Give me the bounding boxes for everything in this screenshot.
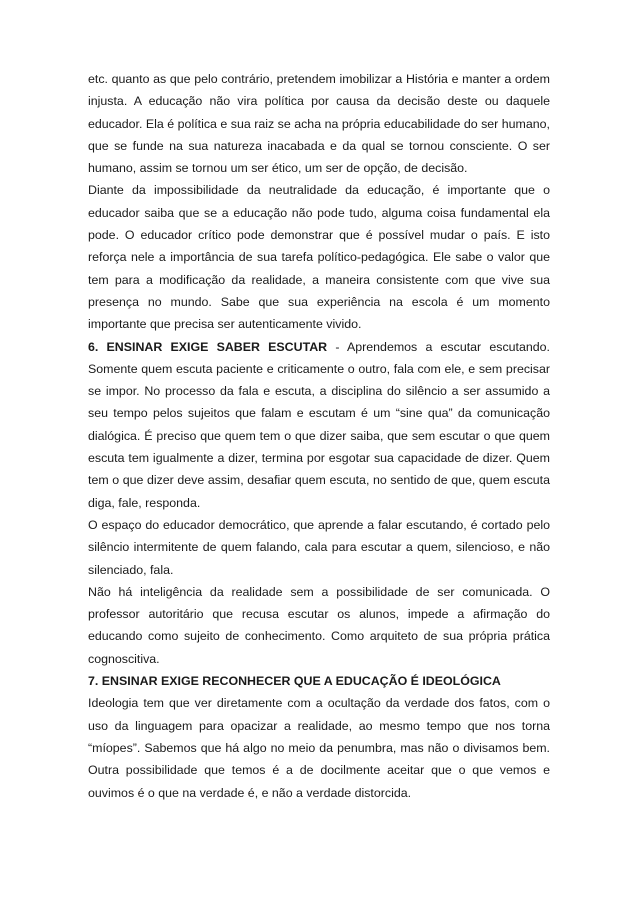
paragraph-2: Diante da impossibilidade da neutralidade da educação, é importante que o educador saiba que se a educação não pode tudo, alguma coisa fundamental ela pode. O educador crítico pode demonstrar que é possível mudar o país. E isto reforça nele a importância de sua tarefa político-pedagógica. Ele sabe o valor que tem para a modificação da realidade, a maneira consistente com que vive sua presença no mundo. Sabe que sua experiência na escola é um momento importante que precisa ser autenticamente vivido. xyxy=(88,183,550,332)
section-7-heading: 7. ENSINAR EXIGE RECONHECER QUE A EDUCAÇÃO É IDEOLÓGICA xyxy=(88,674,501,689)
paragraph-3 xyxy=(88,336,550,514)
paragraph-7: Ideologia tem que ver diretamente com a ocultação da verdade dos fatos, com o uso da linguagem para opacizar a realidade, ao mesmo tempo que nos torna “míopes”. Sabemos que há algo no meio da penumbra, mas não o divisamos bem. Outra possibilidade que temos é a de docilmente aceitar que o que vemos e ouvimos é o que na verdade é, e não a verdade distorcida. xyxy=(88,696,550,800)
paragraph-5: Não há inteligência da realidade sem a possibilidade de ser comunicada. O professor autoritário que recusa escutar os alunos, impede a afirmação do educando como sujeito de conhecimento. Como arquiteto de sua própria prática cognoscitiva. xyxy=(88,584,550,666)
document-page xyxy=(88,68,550,804)
section-6-body: - Aprendemos a escutar escutando. Somente quem escuta paciente e criticamente o outro, fala com ele, e sem precisar se impor. No processo da fala e escuta, a disciplina do silêncio a ser assumido a seu tempo pelos sujeitos que falam e escutam é um “sine qua” da comunicação dialógica. É preciso que quem tem o que dizer saiba, que sem escutar o que quem escuta tem igualmente a dizer, termina por esgotar sua capacidade de dizer. Quem tem o que dizer deve assim, desafiar quem escuta, no sentido de que, quem escuta diga, fale, responda. xyxy=(88,339,550,510)
paragraph-1: etc. quanto as que pelo contrário, pretendem imobilizar a História e manter a ordem injusta. A educação não vira política por causa da decisão deste ou daquele educador. Ela é política e sua raiz se acha na própria educabilidade do ser humano, que se funde na sua natureza inacabada e da qual se tornou consciente. O ser humano, assim se tornou um ser ético, um ser de opção, de decisão. xyxy=(88,72,550,176)
paragraph-4: O espaço do educador democrático, que aprende a falar escutando, é cortado pelo silêncio intermitente de quem falando, cala para escutar a quem, silencioso, e não silenciado, fala. xyxy=(88,517,550,577)
section-6-heading: 6. ENSINAR EXIGE SABER ESCUTAR xyxy=(88,339,328,354)
